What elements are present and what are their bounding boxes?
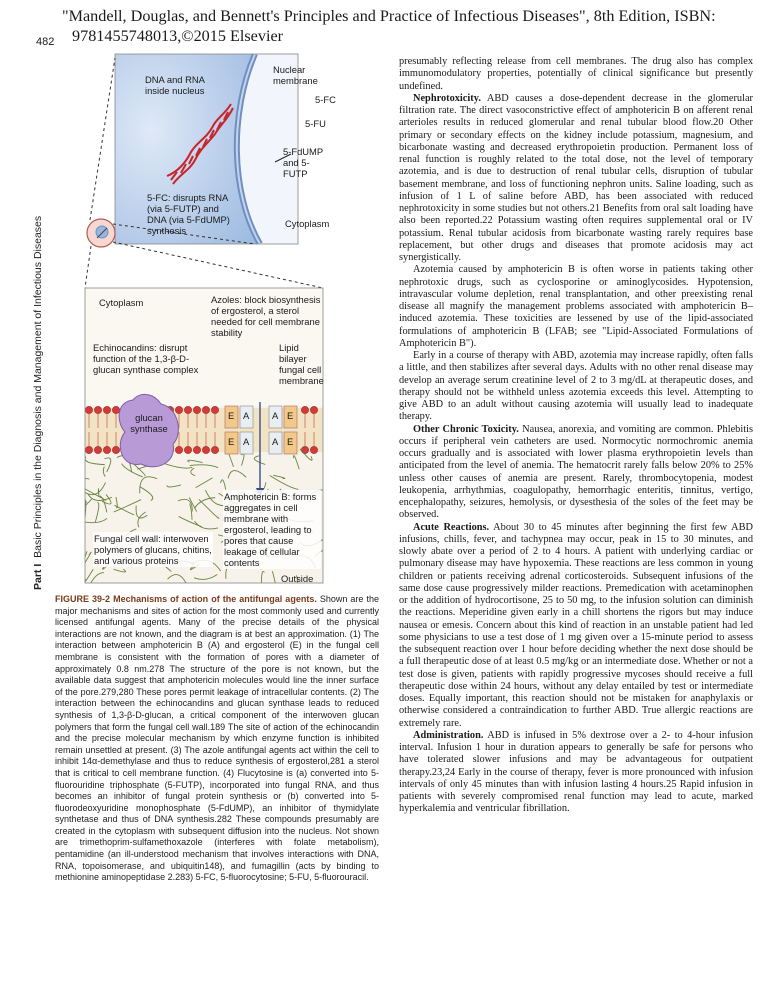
- lipid-head: [175, 446, 182, 453]
- body-text-column: [399, 56, 753, 816]
- caption-title: FIGURE 39-2 Mechanisms of action of the antifungal agents.: [55, 594, 317, 604]
- lipid-head: [184, 446, 191, 453]
- lipid-head: [301, 406, 308, 413]
- label-5fc: 5-FC: [315, 94, 336, 105]
- paragraph-acute-reactions: Acute Reactions. About 30 to 45 minutes after beginning the first few ABD infusions, chills, fever, and tachypnea may occur, peak in 15 to 30 minutes, and slowly abate over a period of 2 to 4 hours. A patient with underlying cardiac or pulmonary disease may have hypoxemia. These reactions are less common in young children or patients receiving adrenal corticosteroids. Subsequent infusions of the same dose cause progressively milder reactions. Premedication with acetaminophen or the addition of hydrocortisone, 25 to 50 mg, to the infusion solution can diminish the reactions. Meperidine given early in a chill shortens the rigors but may induce nausea or emesis. Concern about this kind of reaction in an unstable patient had led some physicians to use a test dose of 1 mg given over a 15-minute period to assess the subsequent reaction over 1 hour before deciding whether the next dose should be a full therapeutic dose of at least 0.5 mg/kg or an intermediate dose. Whether or not a test dose is given, patients with rapidly progressive mycoses should receive a full therapeutic dose within 24 hours, without any delay entailed by test or intermediate doses. Equally important, this reaction should not be mistaken for anaphylaxis or otherwise considered a contraindication to further ABD. True allergic reactions are extremely rare.: [399, 521, 753, 729]
- label-cytoplasm-top: Cytoplasm: [285, 218, 330, 229]
- label-lipid-bilayer: Lipid bilayer fungal cell membrane: [279, 342, 324, 386]
- heading-chronic-toxicity: Other Chronic Toxicity.: [413, 423, 519, 435]
- label-dna-rna: DNA and RNA inside nucleus: [145, 74, 205, 96]
- paragraph-1: presumably reflecting release from cell membranes. The drug also has complex immunomodulatory properties, potentially of clinical significance but presently undefined.: [399, 56, 753, 92]
- lipid-head: [211, 446, 218, 453]
- label-a2: A: [272, 410, 279, 421]
- label-cell-wall: Fungal cell wall: interwoven polymers of glucans, chitins, and various proteins: [94, 533, 212, 566]
- lipid-head: [310, 406, 317, 413]
- lipid-head: [202, 406, 209, 413]
- label-e3: E: [228, 436, 235, 447]
- paragraph-early-course: Early in a course of therapy with ABD, azotemia may increase rapidly, often falls a little, and then stabilizes after several days. Adults with no other renal disease may develop an average serum creatinine level of 2 to 3 mg/dL at therapeutic doses, and therapy should not be withheld unless azotemia exceeds this level. Attempting to give ABD to an adult without causing azotemia will usually lead to inadequate therapy.: [399, 350, 753, 423]
- label-outside: Outside: [281, 573, 314, 584]
- label-echinocandins: Echinocandins: disrupt function of the 1,3-β-D-glucan synthase complex: [93, 342, 199, 375]
- label-fdump-futp: 5-FdUMP and 5-FUTP: [283, 146, 323, 179]
- part-label: Part I: [32, 563, 44, 590]
- citation-line-1: "Mandell, Douglas, and Bennett's Principles and Practice of Infectious Diseases", 8th Edition, ISBN:: [62, 7, 716, 25]
- caption-body: Shown are the major mechanisms and sites of action for the most commonly used and currently licensed antifungal agents. Many of the precise details of the physical interactions are not known, and the diagram is at best an approximation. (1) The interaction between amphotericin B (A) and ergosterol (E) in the fungal cell membrane is consistent with the formation of pores with a diameter of approximately 0.8 nm.278 The structure of the pore is not known, but the available data suggest that amphotericin molecules would line the inner surface of the pore.279,280 These pores permit leakage of intracellular contents. (2) The interaction between the echinocandins and glucan synthase leads to reduced synthesis of 1,3-β-D-glucan, a critical component of the interwoven glucan polymers that form the fungal cell wall.189 The site of action of the echinocandin and the precise molecular mechanism by which enzyme function is inhibited remain unsettled at present. (3) The azole antifungal agents act within the cell to inhibit 14α-demethylase and thus to reduce synthesis of ergosterol,281 a sterol that is critical to cell membrane function. (4) Flucytosine is (a) converted into 5-fluorouridine triphosphate (5-FUTP), incorporated into fungal RNA, and thus becomes an inhibitor of fungal protein synthesis or (b) converted into 5-fluorodeoxyuridine monophosphate (5-FdUMP), an inhibitor of thymidylate synthetase and thus of DNA synthesis.282 These compounds presumably are created in the cytoplasm with subsequent diffusion into the nucleus. Not shown are trimethoprim-sulfamethoxazole (interferes with folate metabolism), pentamidine (an ill-understood mechanism that involves interactions with DNA, RNA, topoisomerase, and ubiquitin148), and fumagillin (acts by binding to methionine aminopeptidase 2.283) 5-FC, 5-fluorocytosine; 5-FU, 5-fluorouracil.: [55, 594, 379, 883]
- lipid-head: [202, 446, 209, 453]
- label-e1: E: [228, 410, 235, 421]
- lipid-head: [94, 446, 101, 453]
- part-title: Basic Principles in the Diagnosis and Management of Infectious Diseases: [32, 215, 44, 558]
- label-amphotericin: Amphotericin B: forms aggregates in cell membrane with ergosterol, leading to pores that cause leakage of cellular contents: [223, 490, 321, 569]
- heading-administration: Administration.: [413, 729, 484, 741]
- lipid-head: [193, 406, 200, 413]
- lipid-head: [85, 406, 92, 413]
- label-a3: A: [243, 436, 250, 447]
- paragraph-administration: Administration. ABD is infused in 5% dextrose over a 2- to 4-hour infusion interval. Infusion 1 hour in duration appears to generally be safe for persons who have tolerated slower infusions and may be advantageous for outpatient therapy.23,24 Early in the course of therapy, fever is more pronounced with infusion intervals of only 45 minutes than with infusion lasting 4 hours.25 Rapid infusion in patients with severely compromised renal function may lead to acute, marked hyperkalemia and ventricular fibrillation.: [399, 729, 753, 815]
- label-cytoplasm-bottom: Cytoplasm: [99, 297, 144, 308]
- heading-acute-reactions: Acute Reactions.: [413, 521, 490, 533]
- lipid-head: [103, 406, 110, 413]
- running-side-title: [32, 216, 44, 590]
- lipid-head: [184, 406, 191, 413]
- heading-nephrotoxicity: Nephrotoxicity.: [413, 92, 481, 104]
- paragraph-nephrotoxicity: Nephrotoxicity. ABD causes a dose-dependent decrease in the glomerular filtration rate. The direct vasoconstrictive effect of amphotericin B on afferent renal arterioles results in reduced glomerular and renal tubular blood flow.20 Other primary or secondary effects on the kidney include potassium, magnesium, and bicarbonate wasting and decreased erythropoietin production. Permanent loss of renal function is roughly related to the total dose, not the level of temporary azotemia, and is due to destruction of renal tubular cells, disruption of tubular basement membrane, and loss of functioning nephron units. Saline loading, such as infusion of 1 L of saline before ABD, has been associated with reduced nephrotoxicity in some studies but not others.21 Benefits from oral salt loading have also been reported.22 Potassium wasting often requires supplemental oral or IV potassium. Renal tubular acidosis from bicarbonate wasting rarely requires base replacement, but other drugs and diseases that promote acidosis may act synergistically.: [399, 92, 753, 263]
- lipid-head: [301, 446, 308, 453]
- lipid-head: [85, 446, 92, 453]
- label-nuclear-membrane: Nuclear membrane: [273, 64, 318, 86]
- lipid-head: [94, 406, 101, 413]
- figure-39-2: [55, 52, 380, 590]
- lipid-head: [112, 446, 119, 453]
- label-glucan-synthase: glucan synthase: [130, 412, 168, 434]
- label-e4: E: [287, 436, 294, 447]
- citation-line-2: 9781455748013,©2015 Elsevier: [72, 27, 284, 45]
- paragraph-azotemia: Azotemia caused by amphotericin B is often worse in patients taking other nephrotoxic drugs, such as cyclosporine or aminoglycosides. Hypotension, intravascular volume depletion, renal transplantation, and other preexisting renal disease all magnify the management problems associated with amphotericin B–induced azotemia. These toxicities are lessened by use of the lipid-associated formulations of amphotericin B (LFAB; see "Lipid-Associated Formulations of Amphotericin B").: [399, 264, 753, 349]
- lipid-head: [211, 406, 218, 413]
- label-azoles: Azoles: block biosynthesis of ergosterol, a sterol needed for cell membrane stability: [211, 294, 321, 338]
- label-5fc-effect: 5-FC: disrupts RNA (via 5-FUTP) and DNA (via 5-FdUMP) synthesis: [147, 192, 230, 236]
- page-number: 482: [36, 36, 55, 48]
- citation-header: [62, 6, 762, 46]
- cell-wall-fiber: [98, 488, 99, 495]
- label-a4: A: [272, 436, 279, 447]
- paragraph-chronic-toxicity: Other Chronic Toxicity. Nausea, anorexia, and vomiting are common. Phlebitis occurs if peripheral vein catheters are used. Normocytic normochromic anemia occurs gradually and is associated with lower plasma erythropoietin levels than anticipated from the level of anemia. The hematocrit rarely falls below 20% to 25% unless other causes of anemia are present. Rarely, thrombocytopenia, modest leukopenia, arrhythmias, coagulopathy, hemorrhagic enteritis, tinnitus, vertigo, encephalopathy, seizures, hemolysis, or dysesthesia of the soles of the feet may be observed.: [399, 423, 753, 521]
- label-5fu: 5-FU: [305, 118, 326, 129]
- lipid-head: [112, 406, 119, 413]
- lipid-head: [103, 446, 110, 453]
- figure-caption: [55, 594, 379, 884]
- lipid-head: [310, 446, 317, 453]
- label-a1: A: [243, 410, 250, 421]
- lipid-head: [193, 446, 200, 453]
- lipid-head: [175, 406, 182, 413]
- label-e2: E: [287, 410, 294, 421]
